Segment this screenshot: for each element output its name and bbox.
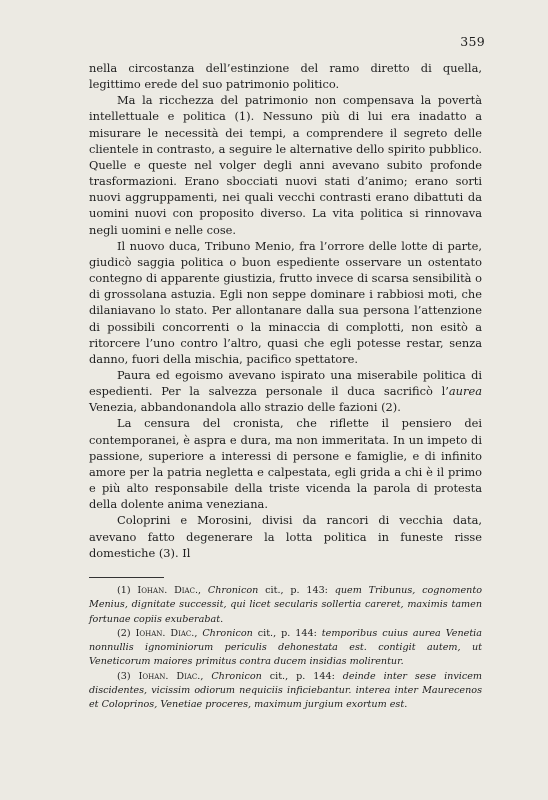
paragraph: Coloprini e Morosini, divisi da rancori di vecchia data, avevano fatto degenerare la lotta politica in funeste risse domestiche (3). Il — [89, 513, 482, 560]
footnotes — [89, 584, 482, 713]
footnote-number: (1) — [117, 585, 131, 596]
paragraph: Ma la ricchezza del patrimonio non compensava la povertà intellettuale e politica (1). Nessuno più di lui era inadatto a misurare le necessità dei tempi, a comprendere il segreto delle clientele in contrasto, a seguire le alternative dello spirito pubblico. Quelle e queste nel volger degli anni avevano subito profonde trasformazioni. Erano sbocciati nuovi stati d’animo; erano sorti nuovi aggruppamenti, nei quali vecchi contrasti erano dibattuti da uomini nuovi con proposito diverso. La vita politica si rinnovava negli uomini e nelle cose. — [89, 93, 482, 237]
footnote-author: Iohan. Diac. — [135, 627, 195, 639]
footnote-separator — [89, 577, 164, 578]
footnote-quote: quem Tribunus, cognomento Menius, dignitate successit, qui licet secularis sollertia careret, maximis tamen fortunae copiis exuberabat. — [89, 585, 482, 625]
footnote-number: (2) — [117, 627, 131, 639]
footnote-reference: cit., p. 144: — [252, 627, 322, 639]
page-number: 359 — [460, 34, 485, 49]
footnote-quote: deinde inter sese invicem discidentes, vicissim odiorum nequiciis inficiebantur. interea inter Maurecenos et Coloprinos, Venetiae proceres, maximum jurgium exortum est. — [89, 670, 482, 711]
paragraph — [89, 367, 482, 415]
paragraph-text: Venezia, abbandonandola allo strazio delle fazioni (2). — [89, 400, 401, 415]
footnote-quote: temporibus cuius aurea Venetia nonnullis ignominiorum periculis dehonestata est. contigit autem, ut Veneticorum maiores primitus contra ducem insidias molirentur. — [89, 627, 482, 668]
body-text — [89, 60, 482, 561]
footnote-reference: cit., p. 143: — [258, 585, 335, 596]
footnote-work: Chronicon — [202, 627, 253, 639]
footnote-work: Chronicon — [207, 585, 259, 596]
paragraph: Il nuovo duca, Tribuno Menio, fra l’orrore delle lotte di parte, giudicò saggia politica o buon espediente osservare un ostentato contegno di apparente giustizia, frutto invece di scarsa sensibilità o di grossolana astuzia. Egli non seppe dominare i rabbiosi moti, che dilaniavano lo stato. Per allontanare dalla sua persona l’attenzione di possibili concorrenti o la minaccia di complotti, non esitò a ritorcere l’uno contro l’altro, quasi che egli potesse restar, senza danno, fuori della mischia, pacifico spettatore. — [89, 238, 482, 366]
footnote-1: (1) Iohan. Diac., Chronicon cit., p. 143: quem Tribunus, cognomento Menius, dignitate successit, qui licet secularis sollertia careret, maximis tamen fortunae copiis exuberabat. — [89, 585, 482, 625]
italic-word: aurea — [448, 384, 482, 399]
footnote-3: (3) Iohan. Diac., Chronicon cit., p. 144: deinde inter sese invicem discidentes, vicissim odiorum nequiciis inficiebantur. interea inter Maurecenos et Coloprinos, Venetiae proceres, maximum jurgium exortum est. — [89, 670, 482, 711]
footnote-work: Chronicon — [211, 670, 262, 682]
footnote-2: (2) Iohan. Diac., Chronicon cit., p. 144: temporibus cuius aurea Venetia nonnullis ignominiorum periculis dehonestata est. contigit autem, ut Veneticorum maiores primitus contra ducem insidias molirentur. — [89, 627, 482, 668]
footnote-author: Iohan. Diac. — [138, 670, 201, 682]
footnote-reference: cit., p. 144: — [261, 670, 343, 682]
paragraph-text: Paura ed egoismo avevano ispirato una miserabile politica di espedienti. Per la salvezza personale il duca sacrificò l’ — [89, 367, 482, 399]
footnote-number: (3) — [117, 670, 131, 682]
paragraph: La censura del cronista, che riflette il pensiero dei contemporanei, è aspra e dura, ma non immeritata. In un impeto di passione, superiore a interessi di persone e famiglie, e di infinito amore per la patria negletta e calpestata, egli grida a chi è il primo e più alto responsabile della triste vicenda la parola di protesta della dolente anima veneziana. — [89, 416, 482, 512]
paragraph-continuation: nella circostanza dell’estinzione del ramo diretto di quella, legittimo erede del suo patrimonio politico. — [89, 61, 482, 92]
footnote-author: Iohan. Diac. — [137, 585, 198, 596]
